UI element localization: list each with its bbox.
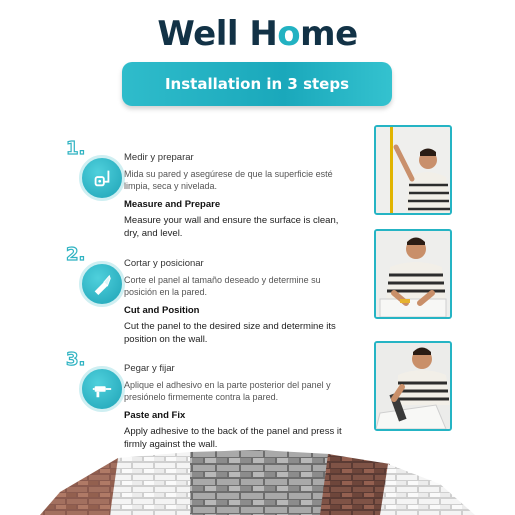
step-text [124, 258, 346, 346]
photo-man-measuring-wall [374, 125, 452, 215]
step-body-es: Corte el panel al tamaño deseado y determine su posición en la pared. [124, 275, 321, 297]
installation-banner [122, 62, 392, 106]
step-text [124, 363, 346, 451]
photo-man-cutting-panel [374, 229, 452, 319]
step-text [124, 152, 346, 240]
brand-name-part1: Well H [157, 14, 278, 54]
step-body-en: Apply adhesive to the back of the panel and press it firmly against the wall. [124, 426, 342, 450]
panel-grey-stone-2 [258, 450, 330, 515]
panel-red-brick-dark [320, 454, 390, 515]
brand-name-part2: me [300, 14, 358, 54]
step-title-es: Cortar y posicionar [124, 258, 204, 269]
panel-samples-fan [0, 450, 515, 515]
caulk-gun-icon [79, 366, 125, 412]
panel-grey-stone [190, 450, 266, 515]
step-title-en: Cut and Position [124, 305, 200, 316]
step-body-es: Aplique el adhesivo en la parte posterior del panel y presiónelo firmemente contra la pared. [124, 380, 331, 402]
step-body-en: Cut the panel to the desired size and determine its position on the wall. [124, 321, 336, 345]
step-title-es: Medir y preparar [124, 152, 194, 163]
banner-title: Installation in 3 steps [164, 75, 350, 93]
utility-knife-icon [79, 261, 125, 307]
step-number: 2. [66, 244, 86, 265]
step-title-en: Paste and Fix [124, 410, 186, 421]
panel-white-brick [110, 452, 198, 515]
step-number: 3. [66, 349, 86, 370]
logo-dot-o: o [277, 14, 301, 54]
panel-white-stone [380, 464, 475, 515]
step-title-es: Pegar y fijar [124, 363, 175, 374]
measuring-tape-icon [79, 155, 125, 201]
photo-man-applying-adhesive [374, 341, 452, 431]
step-body-es: Mida su pared y asegúrese de que la superficie esté limpia, seca y nivelada. [124, 169, 333, 191]
step-number: 1. [66, 138, 86, 159]
step-body-en: Measure your wall and ensure the surface is clean, dry, and level. [124, 215, 339, 239]
brand-logo [0, 14, 515, 54]
step-title-en: Measure and Prepare [124, 199, 221, 210]
